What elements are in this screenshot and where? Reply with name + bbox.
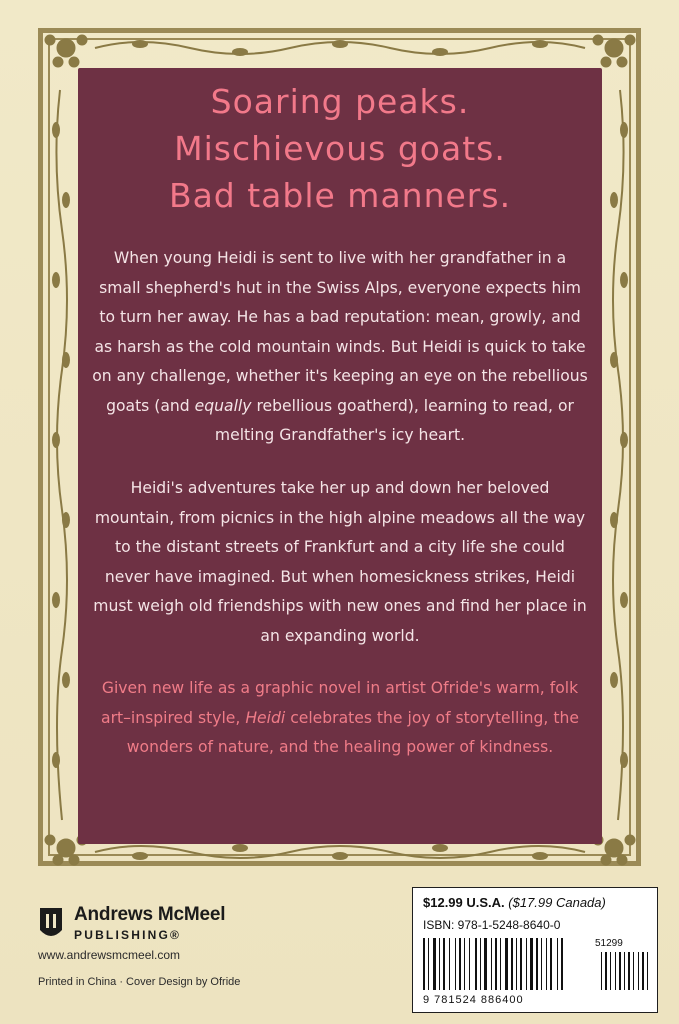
description-paragraph-1: When young Heidi is sent to live with her grandfather in a small shepherd's hut in the Swiss Alps, everyone expects him to turn her away. He has a bad reputation: mean, growly, and as harsh as the cold mountain winds. But Heidi is quick to take on any challenge, whether it's keeping an eye on the rebellious goats (and equally rebellious goatherd), learning to read, or melting Grandfather's icy heart. — [92, 249, 588, 444]
description-paragraph-3: Given new life as a graphic novel in artist Ofride's warm, folk art–inspired style, Heidi celebrates the joy of storytelling, the wonders of nature, and the healing power of kindness. — [101, 679, 579, 756]
barcode-digits: 9 781524 886400 — [423, 994, 524, 1006]
description-paragraph-2: Heidi's adventures take her up and down her beloved mountain, from picnics in the high alpine meadows all the way to the distant streets of Frankfurt and a city life she could never have imagined. But when homesickness strikes, Heidi must weigh old friendships with new ones and find her place in an expanding world. — [93, 479, 587, 645]
publisher-subtitle: PUBLISHING® — [74, 928, 182, 942]
headline-line: Mischievous goats. — [174, 129, 506, 168]
barcode-addon-number: 51299 — [595, 938, 623, 949]
headline-line: Soaring peaks. — [210, 82, 470, 121]
headline — [78, 78, 602, 219]
corner-flower-top-left-icon — [45, 35, 87, 67]
publisher-name: Andrews McMeel — [74, 904, 226, 925]
print-credits: Printed in China · Cover Design by Ofride — [38, 976, 241, 988]
publisher-website[interactable]: www.andrewsmcmeel.com — [38, 948, 181, 962]
isbn-label: ISBN: 978-1-5248-8640-0 — [423, 918, 561, 932]
barcode-box — [412, 887, 658, 1013]
publisher-block — [38, 904, 338, 948]
corner-flower-top-right-icon — [593, 35, 635, 67]
publisher-logo-icon — [38, 906, 64, 944]
price-label: $12.99 U.S.A. ($17.99 Canada) — [423, 895, 606, 910]
headline-line: Bad table manners. — [168, 176, 512, 215]
